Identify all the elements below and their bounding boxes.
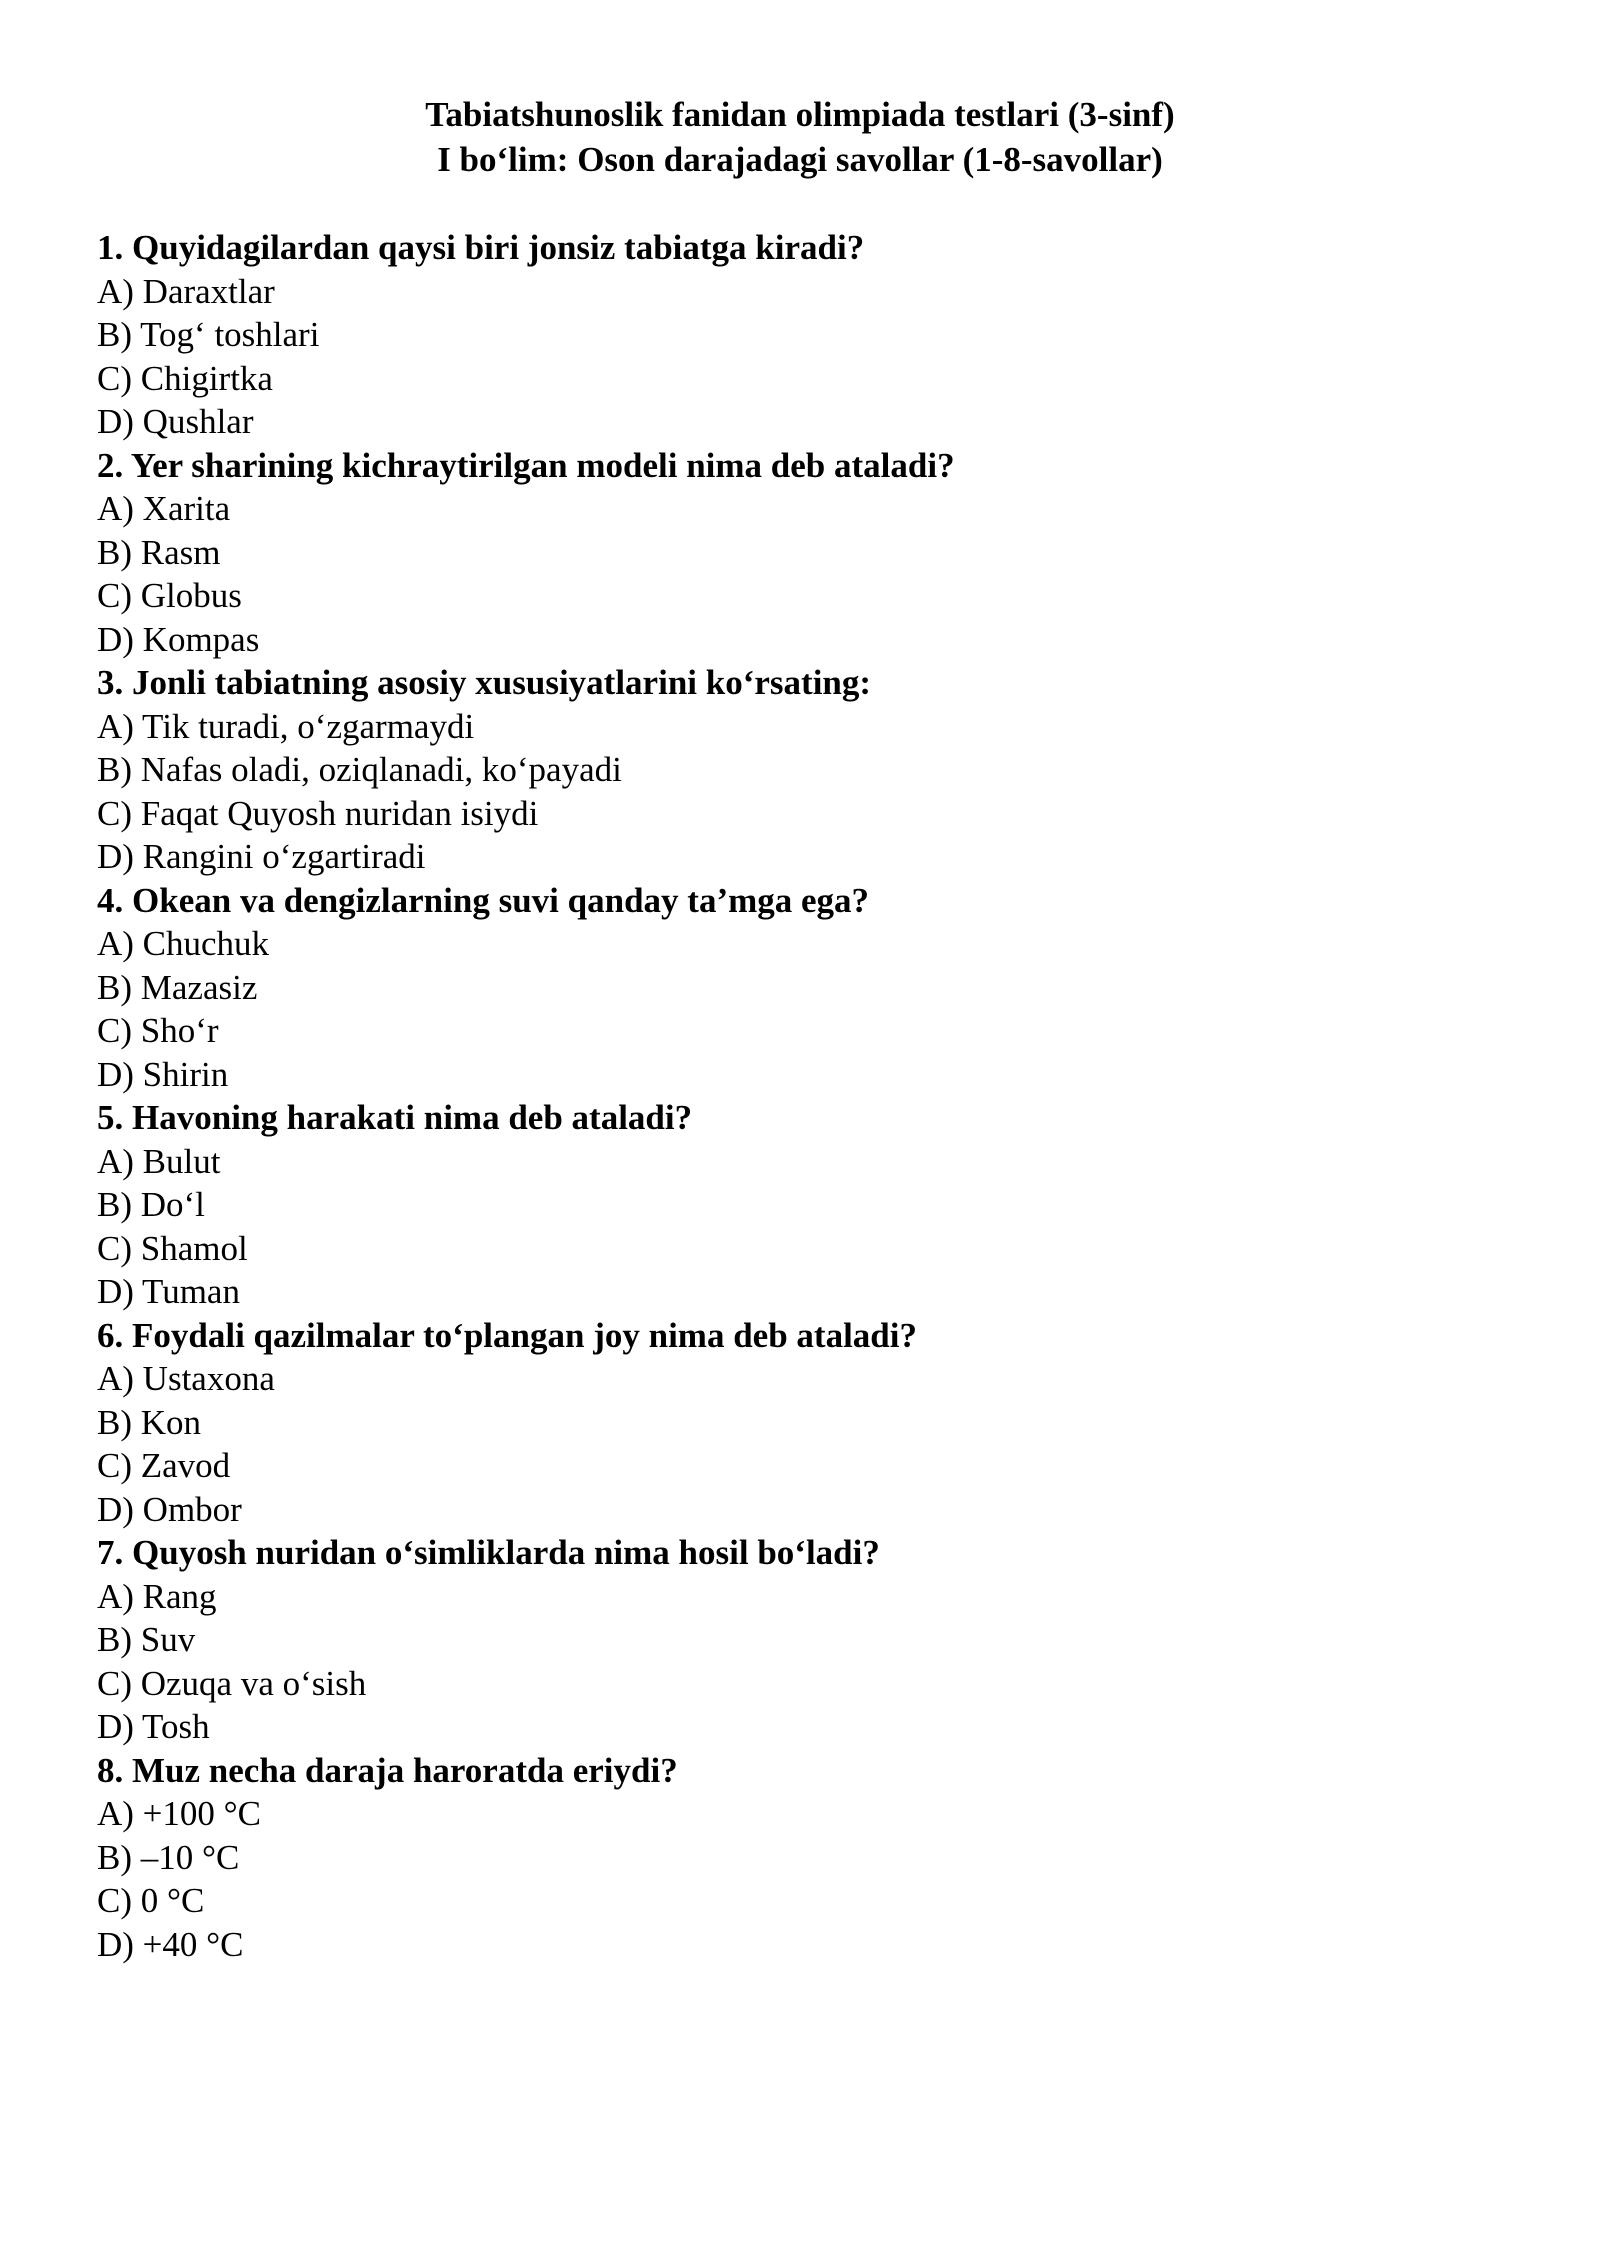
option-a: A) Chuchuk [97,924,270,963]
option-d: D) Tosh [97,1707,210,1746]
question-title: 4. Okean va dengizlarning suvi qanday ta’mga ega? [97,880,870,920]
option-d: D) +40 °C [97,1924,244,1964]
section-title: I bo‘lim: Oson darajadagi savollar (1-8-savollar) [437,140,1163,179]
option-d: D) Ombor [97,1489,242,1529]
question-4 [97,879,1517,1097]
question-list [97,226,1517,1966]
question-title: 1. Quyidagilardan qaysi biri jonsiz tabiatga kiradi? [97,228,865,267]
option-a: A) Rang [97,1576,217,1616]
document-header [0,92,1600,182]
question-3 [97,661,1517,879]
option-d: D) Tuman [97,1272,240,1311]
option-b: B) Kon [97,1402,202,1442]
question-6 [97,1314,1517,1532]
option-c: C) Sho‘r [97,1011,219,1050]
option-a: A) Daraxtlar [97,271,275,311]
option-d: D) Shirin [97,1054,229,1094]
question-title: 7. Quyosh nuridan o‘simliklarda nima hosil bo‘ladi? [97,1533,880,1572]
option-c: C) Faqat Quyosh nuridan isiydi [97,793,539,833]
question-title: 2. Yer sharining kichraytirilgan modeli nima deb ataladi? [97,445,955,485]
option-c: C) Chigirtka [97,358,273,398]
option-b: B) Tog‘ toshlari [97,315,320,354]
option-b: B) Mazasiz [97,967,258,1007]
question-1 [97,226,1517,444]
option-a: A) Xarita [97,489,231,528]
question-title: 3. Jonli tabiatning asosiy xususiyatlarini ko‘rsating: [97,663,872,702]
option-a: A) Tik turadi, o‘zgarmaydi [97,706,475,746]
option-d: D) Rangini o‘zgartiradi [97,837,426,876]
option-c: C) Ozuqa va o‘sish [97,1663,367,1703]
question-title: 8. Muz necha daraja haroratda eriydi? [97,1750,678,1790]
option-b: B) Suv [97,1620,196,1659]
option-a: A) Bulut [97,1141,221,1181]
option-d: D) Qushlar [97,402,254,441]
option-b: B) Rasm [97,532,221,572]
question-7 [97,1531,1517,1749]
question-title: 6. Foydali qazilmalar to‘plangan joy nima deb ataladi? [97,1315,917,1355]
option-d: D) Kompas [97,619,260,659]
question-5 [97,1096,1517,1314]
document-title: Tabiatshunoslik fanidan olimpiada testlari (3-sinf) [425,95,1175,134]
option-c: C) Zavod [97,1446,231,1485]
question-title: 5. Havoning harakati nima deb ataladi? [97,1098,693,1137]
option-c: C) Shamol [97,1228,248,1268]
option-b: B) Do‘l [97,1185,205,1224]
option-b: B) –10 °C [97,1837,240,1877]
option-c: C) Globus [97,576,242,615]
question-2 [97,444,1517,662]
question-8 [97,1749,1517,1967]
option-b: B) Nafas oladi, oziqlanadi, ko‘payadi [97,750,622,789]
option-a: A) Ustaxona [97,1359,275,1398]
option-c: C) 0 °C [97,1881,205,1920]
option-a: A) +100 °C [97,1794,262,1833]
